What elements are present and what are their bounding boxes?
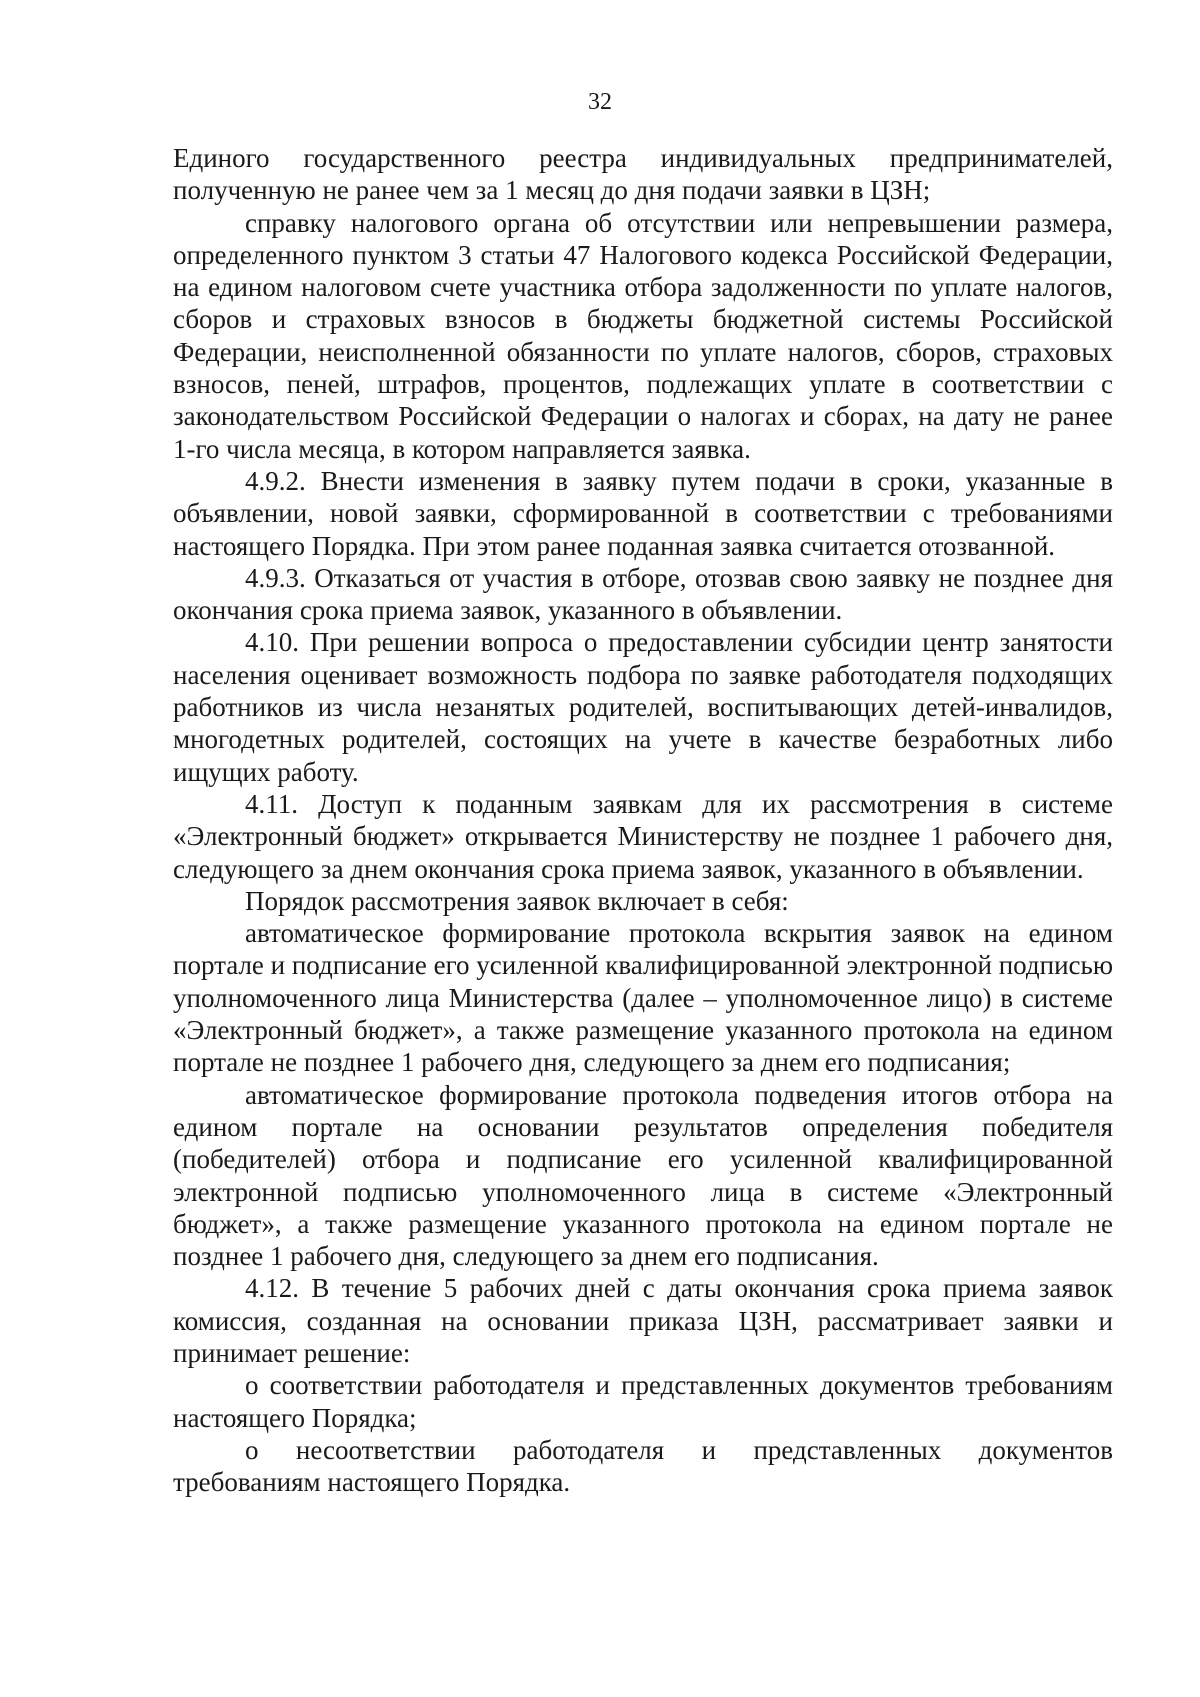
paragraph-opening-protocol: автоматическое формирование протокола вскрытия заявок на едином портале и подписание его усиленной квалифицированной электронной подписью уполномоченного лица Министерства (далее – уполномоченное лицо) в системе «Электронный бюджет», а также размещение указанного протокола на едином портале не позднее 1 рабочего дня, следующего за днем его подписания; <box>173 918 1114 1078</box>
paragraph-4-9-3: 4.9.3. Отказаться от участия в отборе, отозвав свою заявку не позднее дня окончания срока приема заявок, указанного в объявлении. <box>173 562 1113 626</box>
paragraph-4-9-2: 4.9.2. Внести изменения в заявку путем подачи в сроки, указанные в объявлении, новой заявки, сформированной в соответствии с требованиями настоящего Порядка. При этом ранее поданная заявка считается отозванной. <box>173 465 1113 561</box>
paragraph-review-procedure: Порядок рассмотрения заявок включает в себя: <box>245 885 789 916</box>
paragraph-4-11: 4.11. Доступ к поданным заявкам для их рассмотрения в системе «Электронный бюджет» открывается Министерству не позднее 1 рабочего дня, следующего за днем окончания срока приема заявок, указанного в объявлении. <box>173 788 1113 884</box>
paragraph-4-10: 4.10. При решении вопроса о предоставлении субсидии центр занятости населения оценивает возможность подбора по заявке работодателя подходящих работников из числа незанятых родителей, воспитывающих детей-инвалидов, многодетных родителей, состоящих на учете в качестве безработных либо ищущих работу. <box>173 627 1113 787</box>
paragraph-results-protocol: автоматическое формирование протокола подведения итогов отбора на едином портале на основании результатов определения победителя (победителей) отбора и подписание его усиленной квалифицированной электронной подписью уполномоченного лица в системе «Электронный бюджет», а также размещение указанного протокола на едином портале не позднее 1 рабочего дня, следующего за днем его подписания. <box>173 1079 1113 1272</box>
paragraph-4-12: 4.12. В течение 5 рабочих дней с даты окончания срока приема заявок комиссия, созданная на основании приказа ЦЗН, рассматривает заявки и принимает решение: <box>173 1273 1113 1368</box>
paragraph-tax-certificate: справку налогового органа об отсутствии или непревышении размера, определенного пунктом 3 статьи 47 Налогового кодекса Российской Федерации, на едином налоговом счете участника отбора задолженности по уплате налогов, сборов и страховых взносов в бюджеты бюджетной системы Российской Федерации, неисполненной обязанности по уплате налогов, сборов, страховых взносов, пеней, штрафов, процентов, подлежащих уплате в соответствии с законодательством Российской Федерации о налогах и сборах, на дату не ранее 1-го числа месяца, в котором направляется заявка. <box>173 207 1113 464</box>
document-body <box>173 142 1113 1498</box>
paragraph-decision-compliance: о соответствии работодателя и представленных документов требованиям настоящего Порядка; <box>173 1370 1113 1433</box>
page-number: 32 <box>588 89 612 115</box>
paragraph-decision-noncompliance: о несоответствии работодателя и представленных документов требованиям настоящего Порядка. <box>173 1434 1113 1498</box>
paragraph-continuation: Единого государственного реестра индивидуальных предпринимателей, полученную не ранее чем за 1 месяц до дня подачи заявки в ЦЗН; <box>173 143 1113 206</box>
